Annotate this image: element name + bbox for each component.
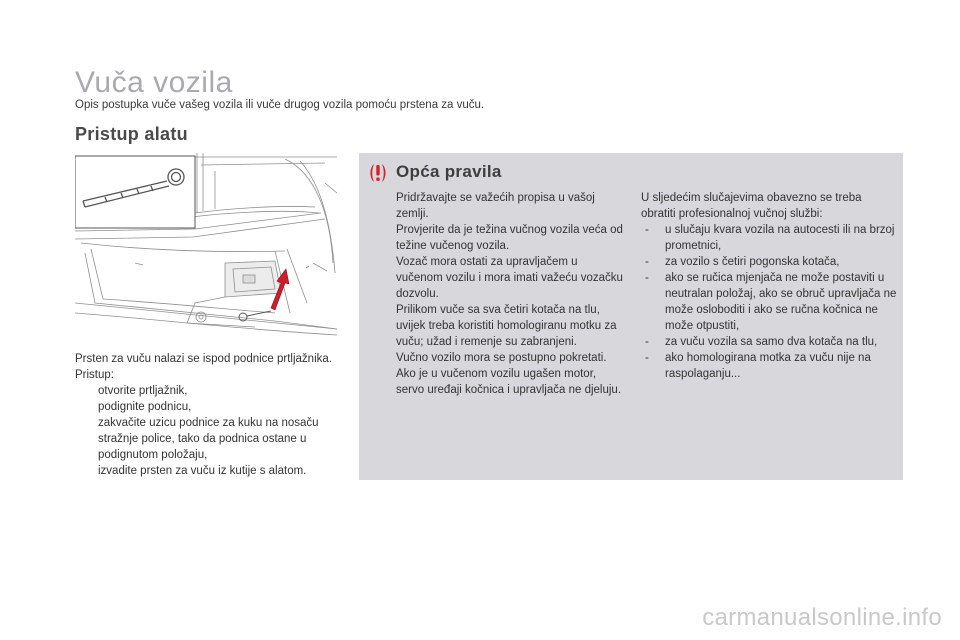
access-steps-list [75, 383, 345, 479]
list-item: - za vuču vozila sa samo dva kotača na tlu, [645, 336, 878, 348]
cases-intro: U sljedećim slučajevima obavezno se treba obratiti profesionalnoj vučnoj službi: [641, 192, 862, 220]
dash-marker: - [645, 272, 649, 284]
list-item: izvadite prsten za vuču iz kutije s alatom. [98, 465, 307, 477]
watermark: carmanualsonline.info [702, 604, 942, 631]
cases-list [641, 222, 897, 382]
list-item: otvorite prtljažnik, [98, 385, 188, 397]
access-label: Pristup: [75, 369, 114, 381]
dash-marker: - [645, 224, 649, 236]
access-intro: Prsten za vuču nalazi se ispod podnice prtljažnika. [75, 353, 332, 365]
trunk-illustration [75, 153, 337, 339]
rule-paragraph: Prilikom vuče sa sva četiri kotača na tlu, uvijek treba koristiti homologiranu motku za vuču; užad i remenje su zabranjeni. [396, 304, 617, 348]
general-rules-text [396, 190, 624, 398]
access-text [75, 351, 345, 479]
dash-marker: - [645, 352, 649, 364]
page-subtitle: Opis postupka vuče vašeg vozila ili vuče drugog vozila pomoću prstena za vuču. [75, 99, 485, 111]
general-rules-heading: Opća pravila [396, 162, 502, 181]
list-item: - ako se ručica mjenjača ne može postaviti u neutralan položaj, ako se obruč upravljača ne može osloboditi i ako se ručna kočnica ne može otpustiti, [645, 272, 897, 332]
list-item: podignite podnicu, [98, 401, 192, 413]
professional-service-text [641, 190, 897, 382]
tow-ring-inset [75, 156, 195, 228]
dash-marker: - [645, 336, 649, 348]
dash-marker: - [645, 256, 649, 268]
list-item: - za vozilo s četiri pogonska kotača, [645, 256, 840, 268]
rule-paragraph: Vučno vozilo mora se postupno pokretati. [396, 352, 607, 364]
list-item: zakvačite uzicu podnice za kuku na nosaču stražnje police, tako da podnica ostane u podignutom položaju, [98, 417, 319, 461]
list-item: - u slučaju kvara vozila na autocesti ili na brzoj prometnici, [645, 224, 895, 252]
access-heading: Pristup alatu [75, 124, 188, 144]
rule-paragraph: Provjerite da je težina vučnog vozila veća od težine vučenog vozila. [396, 224, 623, 252]
rule-paragraph: Ako je u vučenom vozilu ugašen motor, servo uređaji kočnica i upravljača ne djeluju. [396, 368, 622, 396]
rule-paragraph: Vozač mora ostati za upravljačem u vučenom vozilu i mora imati važeću vozačku dozvolu. [396, 256, 623, 300]
rule-paragraph: Pridržavajte se važećih propisa u vašoj zemlji. [396, 192, 595, 220]
warning-exclamation-icon [367, 163, 389, 183]
list-item: - ako homologirana motka za vuču nije na raspolaganju... [645, 352, 871, 380]
page-title: Vuča vozila [75, 66, 233, 99]
